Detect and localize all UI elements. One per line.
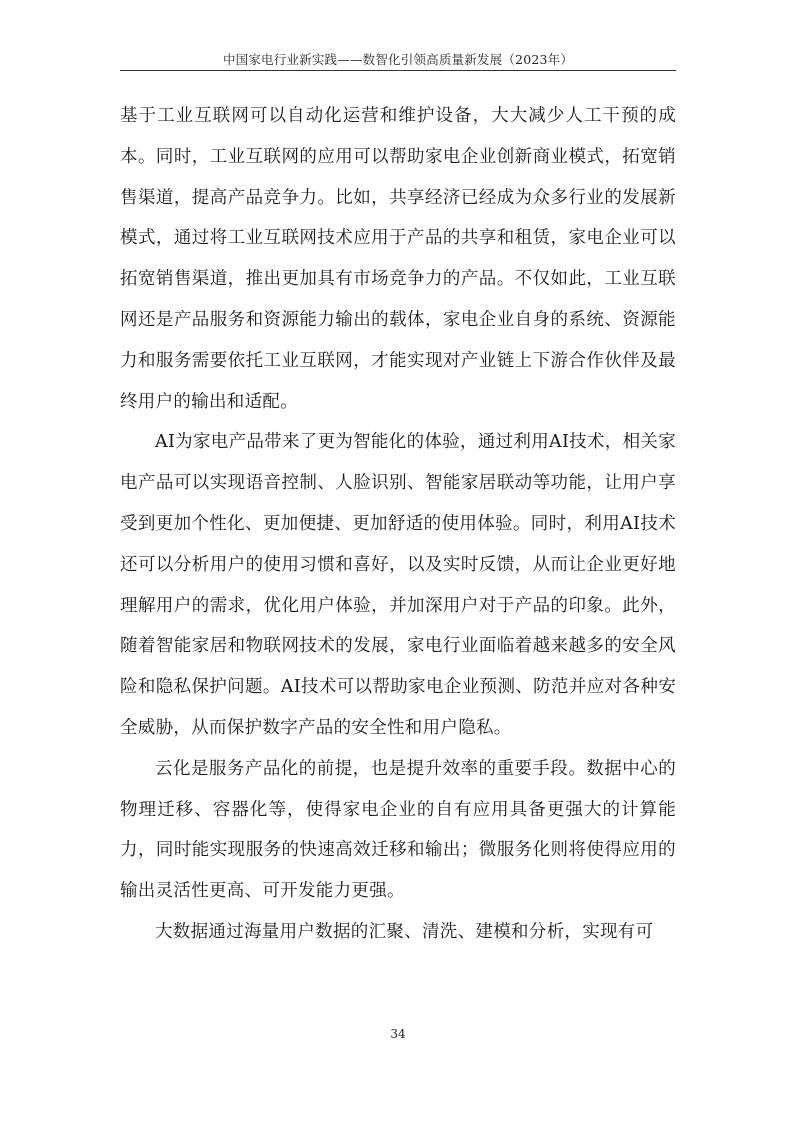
paragraph-cloud: 云化是服务产品化的前提，也是提升效率的重要手段。数据中心的物理迁移、容器化等，使得家电企业的自有应用具备更强大的计算能力，同时能实现服务的快速高效迁移和输出；微服务化则将使得应用的输出灵活性更高、可开发能力更强。 bbox=[120, 758, 676, 902]
page-number: 34 bbox=[390, 1027, 406, 1041]
body-text bbox=[120, 96, 676, 953]
paragraph-industrial-internet: 基于工业互联网可以自动化运营和维护设备，大大减少人工干预的成本。同时，工业互联网的应用可以帮助家电企业创新商业模式，拓宽销售渠道，提高产品竞争力。比如，共享经济已经成为众多行业的发展新模式，通过将工业互联网技术应用于产品的共享和租赁，家电企业可以拓宽销售渠道，推出更加具有市场竞争力的产品。不仅如此，工业互联网还是产品服务和资源能力输出的载体，家电企业自身的系统、资源能力和服务需要依托工业互联网，才能实现对产业链上下游合作伙伴及最终用户的输出和适配。 bbox=[120, 106, 676, 412]
header-divider bbox=[120, 70, 676, 71]
running-header: 中国家电行业新实践——数智化引领高质量新发展（2023年） bbox=[222, 52, 574, 67]
paragraph-big-data: 大数据通过海量用户数据的汇聚、清洗、建模和分析，实现有可 bbox=[155, 921, 654, 942]
paragraph-ai: AI为家电产品带来了更为智能化的体验，通过利用AI技术，相关家电产品可以实现语音控制、人脸识别、智能家居联动等功能，让用户享受到更加个性化、更加便捷、更加舒适的使用体验。同时，利用AI技术还可以分析用户的使用习惯和喜好，以及实时反馈，从而让企业更好地理解用户的需求，优化用户体验，并加深用户对于产品的印象。此外，随着智能家居和物联网技术的发展，家电行业面临着越来越多的安全风险和隐私保护问题。AI技术可以帮助家电企业预测、防范并应对各种安全威胁，从而保护数字产品的安全性和用户隐私。 bbox=[120, 432, 676, 738]
